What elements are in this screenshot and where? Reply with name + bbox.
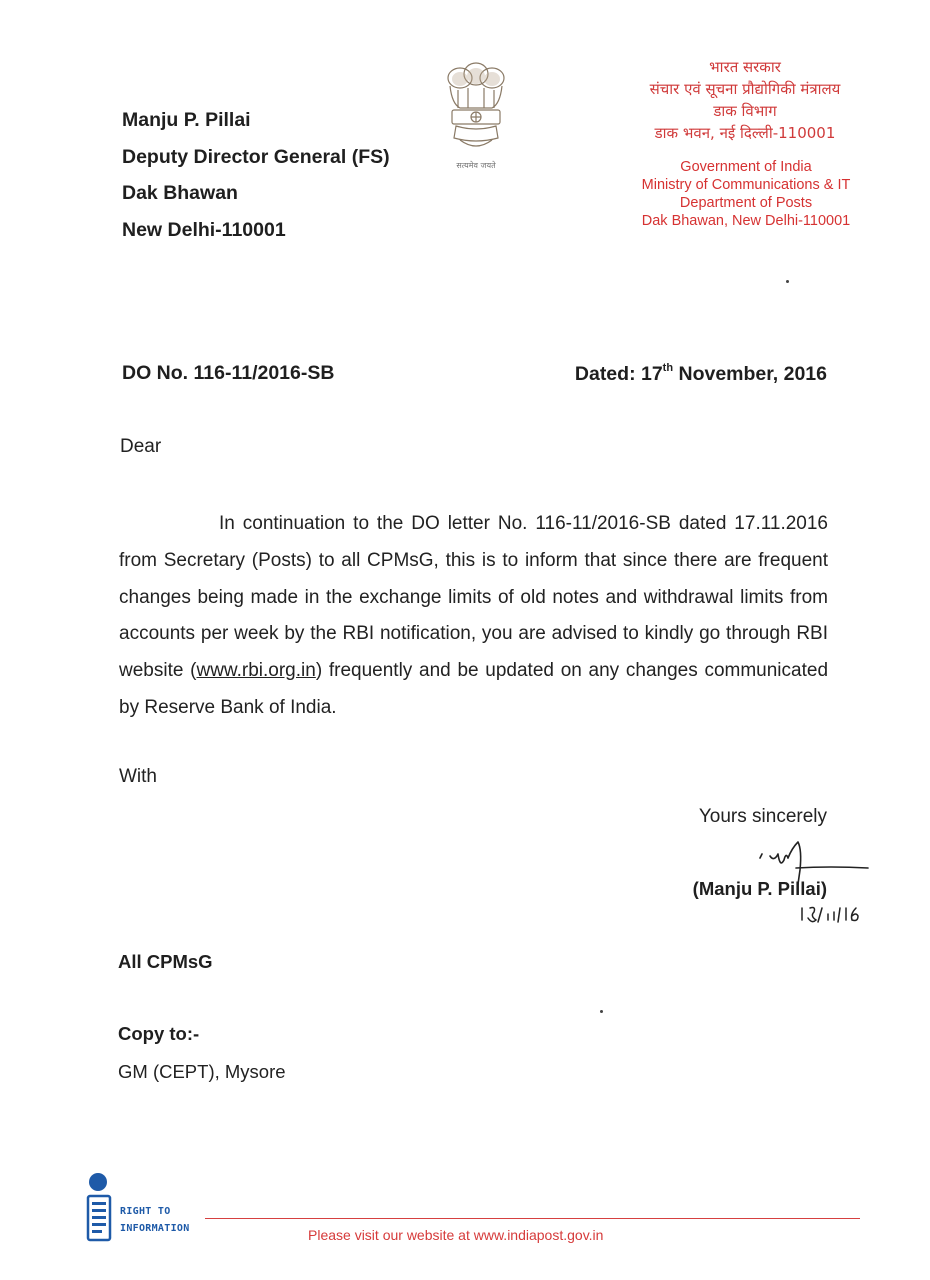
rti-line-1: RIGHT TO [120, 1206, 171, 1217]
scan-speck [786, 280, 789, 283]
sender-block [122, 102, 390, 248]
signer-name: (Manju P. Pillai) [692, 878, 827, 899]
english-line-2: Ministry of Communications & IT [641, 177, 851, 193]
english-line-1: Government of India [680, 159, 812, 175]
letterhead-english [610, 158, 882, 230]
hindi-line-3: डाक विभाग [713, 102, 777, 120]
date-suffix: th [662, 362, 674, 374]
salutation: Dear [120, 436, 162, 457]
sender-city: New Delhi-110001 [122, 218, 286, 241]
footer-divider [205, 1218, 860, 1219]
date-prefix: Dated: 17 [574, 363, 663, 385]
with-text: With [119, 766, 157, 787]
copy-to-label: Copy to:- [118, 1023, 200, 1044]
hindi-line-2: संचार एवं सूचना प्रौद्योगिकी मंत्रालय [649, 80, 841, 98]
english-line-3: Department of Posts [679, 195, 813, 211]
rti-label [120, 1203, 190, 1237]
sender-office: Dak Bhawan [122, 182, 238, 204]
rbi-website-link[interactable]: www.rbi.org.in [196, 660, 316, 682]
closing-text: Yours sincerely [698, 806, 827, 827]
copy-to-item: GM (CEPT), Mysore [118, 1061, 286, 1082]
national-emblem-icon [438, 56, 514, 176]
letterhead-hindi [600, 56, 890, 144]
date-rest: November, 2016 [673, 363, 827, 385]
sender-designation: Deputy Director General (FS) [122, 145, 390, 168]
rti-line-2: INFORMATION [120, 1223, 190, 1234]
body-text-part-2: ) frequently and be updated on any changes communicated by Reserve Bank of India. [119, 660, 829, 718]
recipient: All CPMsG [118, 951, 213, 972]
letter-date [575, 362, 827, 386]
body-text-part-1: In continuation to the DO letter No. 116-11/2016-SB dated 17.11.2016 from Secretary (Posts) to all CPMsG, this is to inform that since there are frequent changes being made in the exchange limits of old notes and withdrawal limits from accounts per week by the RBI notification, you are advised to kindly go through RBI website ( [119, 513, 828, 682]
body-paragraph [119, 506, 828, 727]
reference-number: DO No. 116-11/2016-SB [122, 362, 335, 384]
sender-name: Manju P. Pillai [122, 109, 251, 131]
emblem-motto: सत्यमेव जयते [456, 161, 496, 170]
footer-website-text: Please visit our website at www.indiapost.gov.in [308, 1227, 604, 1243]
hindi-line-4: डाक भवन, नई दिल्ली-110001 [654, 124, 836, 142]
hindi-line-1: भारत सरकार [709, 58, 781, 76]
english-line-4: Dak Bhawan, New Delhi-110001 [641, 213, 851, 229]
rti-logo-icon [86, 1172, 118, 1244]
scan-speck [600, 1010, 603, 1013]
